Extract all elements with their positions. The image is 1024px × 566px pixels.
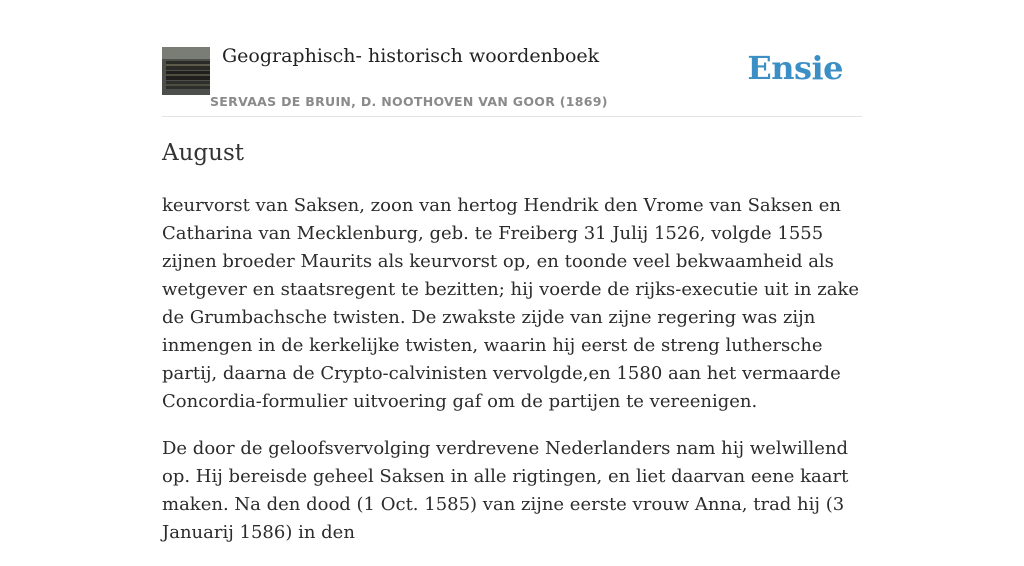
brand-logo[interactable]: Ensie bbox=[747, 49, 843, 87]
entry-paragraph: De door de geloofsvervolging verdrevene Nederlanders nam hij welwillend op. Hij bereisde geheel Saksen in alle rigtingen, en liet daarvan eene kaart maken. Na den dood (1 Oct. 1585) van zijne eerste vrouw Anna, trad hij (3 Januarij 1586) in den bbox=[162, 438, 849, 543]
entry-paragraph: keurvorst van Saksen, zoon van hertog Hendrik den Vrome van Saksen en Catharina van Mecklenburg, geb. te Freiberg 31 Julij 1526, volgde 1555 zijnen broeder Maurits als keurvorst op, en toonde veel bekwaamheid als wetgever en staatsregent te bezitten; hij voerde de rijks-executie uit in zake de Grumbachsche twisten. De zwakste zijde van zijne regering was zijn inmengen in de kerkelijke twisten, waarin hij eerst de streng luthersche partij, daarna de Crypto-calvinisten vervolgde,en 1580 aan het vermaarde Concordia-formulier uitvoering gaf om de partijen te vereenigen. bbox=[162, 195, 860, 412]
entry-headword: August bbox=[162, 140, 245, 166]
book-title[interactable]: Geographisch- historisch woordenboek bbox=[222, 45, 600, 67]
header bbox=[162, 40, 862, 117]
book-authors: SERVAAS DE BRUIN, D. NOOTHOVEN VAN GOOR (1869) bbox=[210, 94, 608, 109]
entry-body bbox=[162, 192, 862, 566]
book-spines-icon[interactable] bbox=[162, 47, 210, 95]
